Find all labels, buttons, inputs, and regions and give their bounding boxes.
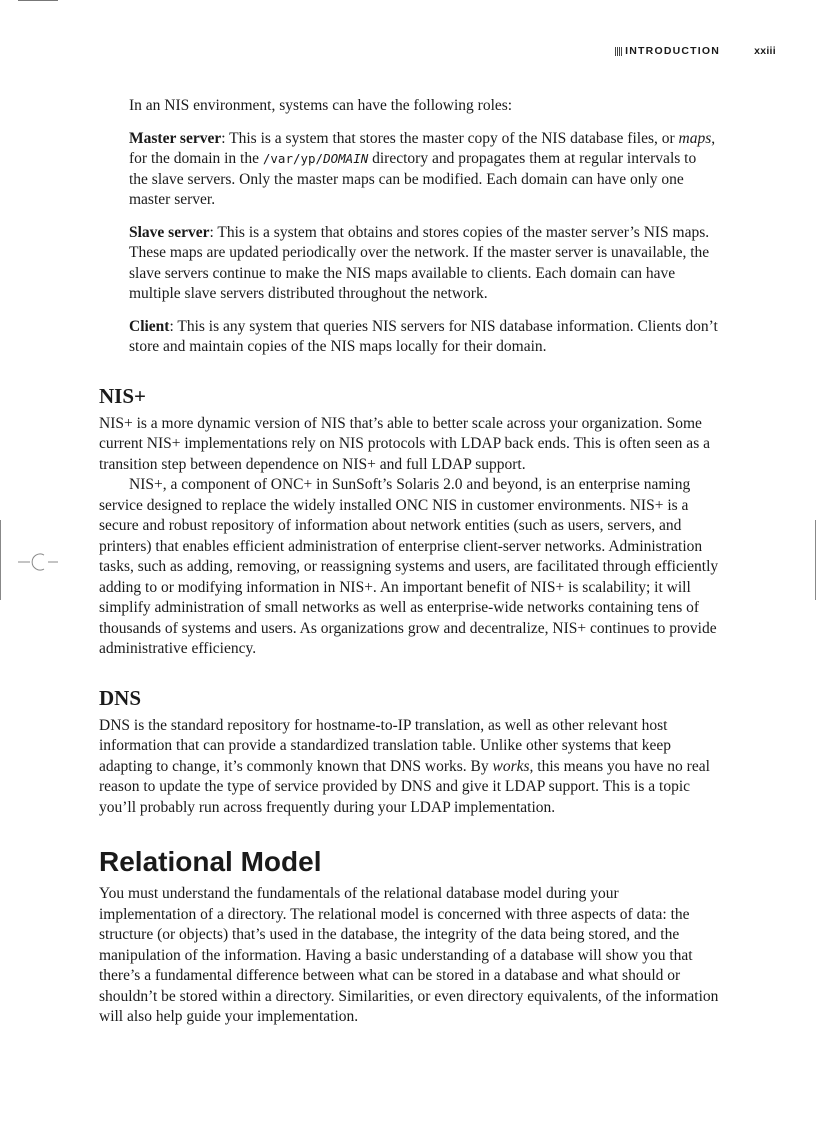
role-slave-server: Slave server: This is a system that obtains and stores copies of the master server’s NIS maps. These maps are updated periodically over the network. If the master server is unavailable, the slave servers continue to make the NIS maps available to clients. Each domain can have multiple slave servers distributed throughout the network.: [129, 223, 710, 302]
heading-dns: DNS: [99, 685, 142, 710]
role-client: Client: This is any system that queries NIS servers for NIS database information. Clients don’t store and maintain copies of the NIS maps locally for their domain.: [129, 317, 718, 355]
crop-mark-top: [18, 0, 58, 1]
emphasis-maps: maps: [678, 129, 712, 147]
dns-paragraph: DNS is the standard repository for hostname-to-IP translation, as well as other relevant host information that can provide a standardized translation table. Unlike other systems that keep adapting to change, it’s commonly known that DNS works. By works, this means you have no real reason to update the type of service provided by DNS and give it LDAP support. This is a topic you’ll probably run across frequently during your LDAP implementation.: [99, 716, 710, 816]
running-head-section: [615, 45, 720, 57]
running-head: [615, 45, 776, 57]
roles-intro: In an NIS environment, systems can have the following roles:: [129, 97, 513, 114]
role-term: Client: [129, 317, 170, 335]
section-title: INTRODUCTION: [625, 45, 721, 57]
emphasis-works: works,: [492, 757, 534, 775]
page-number: xxiii: [754, 45, 776, 57]
role-term: Master server: [129, 129, 222, 147]
page-body: [99, 96, 719, 1028]
role-term: Slave server: [129, 223, 210, 241]
nis-roles-list: [99, 96, 719, 358]
registration-mark-icon: [18, 552, 58, 572]
crop-mark-left: [0, 520, 1, 600]
section-bars-icon: [615, 47, 622, 56]
heading-relational-model: Relational Model: [99, 846, 322, 877]
nis-plus-paragraph-1: NIS+ is a more dynamic version of NIS that’s able to better scale across your organization. Some current NIS+ implementations rely on NIS protocols with LDAP back ends. This is often seen as a transition step between dependence on NIS+ and full LDAP support.: [99, 414, 710, 473]
role-master-server: Master server: This is a system that stores the master copy of the NIS database files, or maps, for the domain in the /var/yp/DOMAIN directory and propagates them at regular intervals to the slave servers. Only the master maps can be modified. Each domain can have only one master server.: [129, 129, 716, 208]
relational-paragraph: You must understand the fundamentals of the relational database model during your implementation of a directory. The relational model is concerned with three aspects of data: the structure (or objects) that’s used in the database, the integrity of the data being stored, and the manipulation of the information. Having a basic understanding of a database will show you that there’s a fundamental difference between what can be stored in a database and what should or shouldn’t be stored within a directory. Similarities, or even directory equivalents, of the information will also help guide your implementation.: [99, 885, 719, 1025]
directory-path: /var/yp/DOMAIN: [262, 151, 369, 166]
heading-nis-plus: NIS+: [99, 383, 146, 408]
nis-plus-paragraph-2: NIS+, a component of ONC+ in SunSoft’s Solaris 2.0 and beyond, is an enterprise naming service designed to replace the widely installed ONC NIS in customer environments. NIS+ is a secure and robust repository of information about network entities (such as users, servers, and printers) that enables efficient administration of enterprise client-server networks. Administration tasks, such as adding, removing, or reassigning systems and users, are facilitated through efficiently adding to or modifying information in NIS+. An important benefit of NIS+ is scalability; it will simplify administration of small networks as well as enterprise-wide networks containing tens of thousands of systems and users. As organizations grow and decentralize, NIS+ continues to provide administrative efficiency.: [99, 476, 719, 657]
